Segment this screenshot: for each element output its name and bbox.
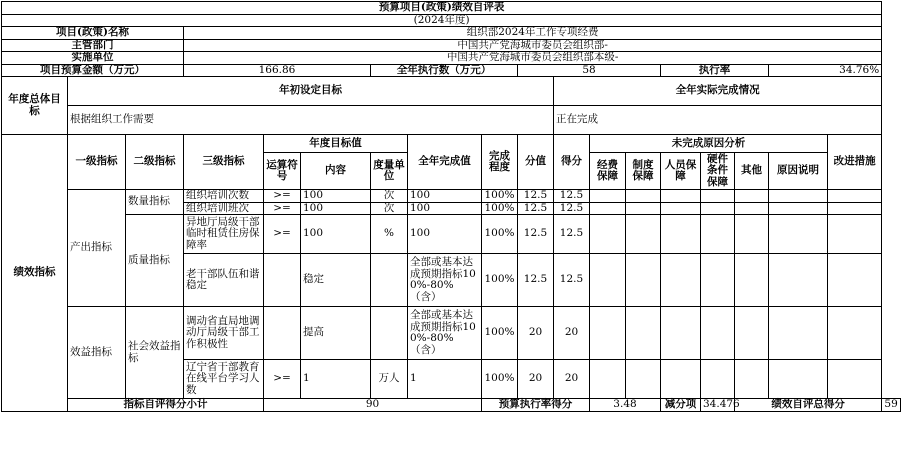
indicator-score: 12.5 — [518, 254, 554, 307]
unit-label: 实施单位 — [2, 52, 184, 65]
lvl1-output: 产出指标 — [68, 190, 126, 307]
indicator-content: 100 — [301, 202, 371, 215]
funds-header: 经费保障 — [590, 153, 626, 190]
total-score-label: 绩效自评总得分 — [735, 399, 882, 412]
lvl2-quality: 质量指标 — [126, 215, 184, 307]
staff-header: 人员保障 — [661, 153, 701, 190]
indicator-degree: 100% — [482, 360, 518, 399]
dept-label: 主管部门 — [2, 39, 184, 52]
rate-label: 执行率 — [661, 64, 769, 77]
indicator-score: 20 — [518, 360, 554, 399]
initial-goal-header: 年初设定目标 — [68, 77, 554, 106]
self-score: 90 — [264, 399, 482, 412]
actual-goal: 正在完成 — [554, 106, 882, 135]
indicator-done: 全部或基本达成预期指标100%-80%（含） — [408, 307, 482, 360]
lvl3-header: 三级指标 — [184, 135, 264, 190]
improve-header: 改进措施 — [828, 135, 882, 190]
table-year: (2024年度) — [2, 14, 882, 27]
explain-header: 原因说明 — [769, 153, 828, 190]
budget-value: 166.86 — [184, 64, 371, 77]
indicator-degree: 100% — [482, 215, 518, 254]
indicator-name: 老干部队伍和谐稳定 — [184, 254, 264, 307]
annual-goal-label: 年度总体目标 — [2, 77, 68, 135]
lvl2-quantity: 数量指标 — [126, 190, 184, 215]
budget-score: 3.48 — [590, 399, 661, 412]
indicator-op — [264, 254, 301, 307]
indicator-name: 辽宁省干部教育在线平台学习人数 — [184, 360, 264, 399]
lvl2-social: 社会效益指标 — [126, 307, 184, 399]
self-evaluation-table — [1, 1, 901, 412]
indicator-got: 20 — [554, 360, 590, 399]
indicator-name: 组织培训班次 — [184, 202, 264, 215]
indicator-degree: 100% — [482, 190, 518, 203]
initial-goal: 根据组织工作需要 — [68, 106, 554, 135]
total-score: 59 — [882, 399, 901, 412]
indicator-name: 异地厅局级干部临时租赁住房保障率 — [184, 215, 264, 254]
indicator-unit: 次 — [371, 190, 408, 203]
indicator-content: 提高 — [301, 307, 371, 360]
indicator-op — [264, 307, 301, 360]
indicator-degree: 100% — [482, 254, 518, 307]
indicator-got: 20 — [554, 307, 590, 360]
project-name: 组织部2024年工作专项经费 — [184, 27, 882, 40]
content-header: 内容 — [301, 153, 371, 190]
deduct-value: 34.476 — [701, 399, 735, 412]
indicator-got: 12.5 — [554, 190, 590, 203]
indicator-done: 100 — [408, 202, 482, 215]
indicator-content: 100 — [301, 215, 371, 254]
indicator-score: 12.5 — [518, 190, 554, 203]
project-name-label: 项目(政策)名称 — [2, 27, 184, 40]
indicator-got: 12.5 — [554, 215, 590, 254]
unit-header: 度量单位 — [371, 153, 408, 190]
reason-header: 未完成原因分析 — [590, 135, 828, 153]
exec-label: 全年执行数（万元） — [371, 64, 518, 77]
actual-goal-header: 全年实际完成情况 — [554, 77, 882, 106]
indicator-done: 100 — [408, 215, 482, 254]
indicator-score: 20 — [518, 307, 554, 360]
lvl1-header: 一级指标 — [68, 135, 126, 190]
score-header: 分值 — [518, 135, 554, 190]
indicator-got: 12.5 — [554, 202, 590, 215]
indicator-op: >= — [264, 215, 301, 254]
indicator-degree: 100% — [482, 307, 518, 360]
indicator-unit: 次 — [371, 202, 408, 215]
indicator-op: >= — [264, 202, 301, 215]
indicator-op: >= — [264, 360, 301, 399]
indicator-score: 12.5 — [518, 202, 554, 215]
indicator-unit — [371, 307, 408, 360]
budget-score-label: 预算执行率得分 — [482, 399, 590, 412]
indicator-done: 全部或基本达成预期指标100%-80%（含） — [408, 254, 482, 307]
indicator-unit: % — [371, 215, 408, 254]
system-header: 制度保障 — [626, 153, 661, 190]
target-header: 年度目标值 — [264, 135, 408, 153]
indicator-content: 稳定 — [301, 254, 371, 307]
indicator-unit: 万人 — [371, 360, 408, 399]
indicator-done: 100 — [408, 190, 482, 203]
table-title: 预算项目(政策)绩效自评表 — [2, 2, 882, 15]
lvl2-header: 二级指标 — [126, 135, 184, 190]
indicator-score: 12.5 — [518, 215, 554, 254]
dept-value: 中国共产党海城市委员会组织部- — [184, 39, 882, 52]
deduct-label: 减分项 — [661, 399, 701, 412]
unit-value: 中国共产党海城市委员会组织部本级- — [184, 52, 882, 65]
indicator-got: 12.5 — [554, 254, 590, 307]
self-score-label: 指标自评得分小计 — [68, 399, 264, 412]
rate-value: 34.76% — [769, 64, 882, 77]
other-header: 其他 — [735, 153, 769, 190]
op-header: 运算符号 — [264, 153, 301, 190]
indicator-op: >= — [264, 190, 301, 203]
indicator-unit — [371, 254, 408, 307]
degree-header: 完成程度 — [482, 135, 518, 190]
perf-indicator-label: 绩效指标 — [2, 135, 68, 412]
indicator-content: 1 — [301, 360, 371, 399]
got-header: 得分 — [554, 135, 590, 190]
indicator-content: 100 — [301, 190, 371, 203]
lvl1-benefit: 效益指标 — [68, 307, 126, 399]
exec-value: 58 — [518, 64, 661, 77]
budget-label: 项目预算金额（万元） — [2, 64, 184, 77]
done-header: 全年完成值 — [408, 135, 482, 190]
indicator-done: 1 — [408, 360, 482, 399]
indicator-name: 组织培训次数 — [184, 190, 264, 203]
indicator-degree: 100% — [482, 202, 518, 215]
hardware-header: 硬件条件保障 — [701, 153, 735, 190]
indicator-name: 调动省直局地调动厅局级干部工作积极性 — [184, 307, 264, 360]
